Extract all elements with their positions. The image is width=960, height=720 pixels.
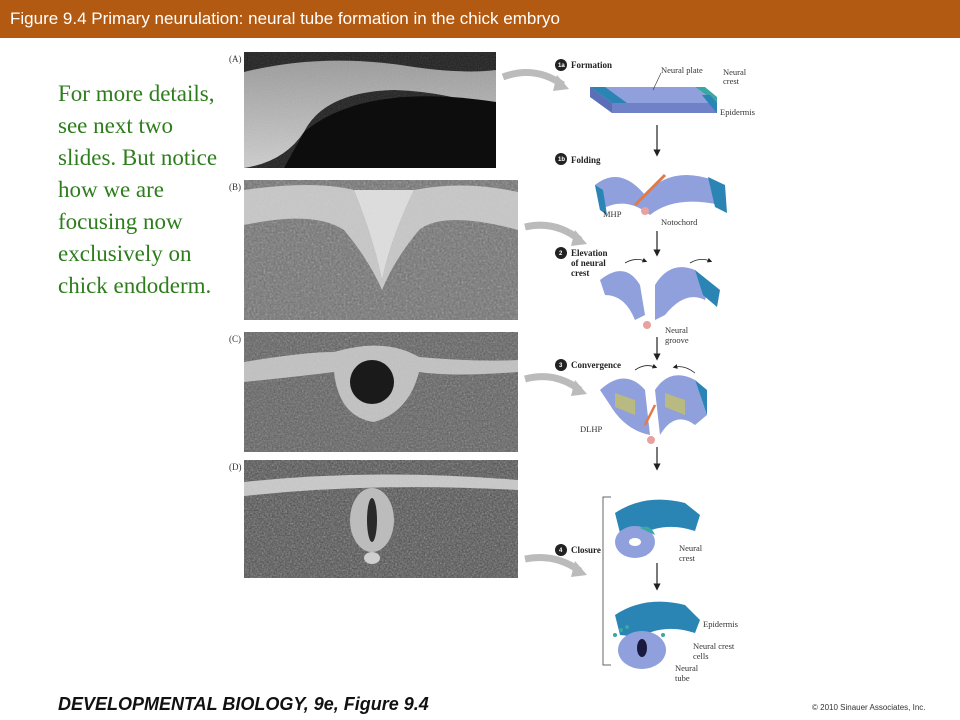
step-number: 1a [558,63,565,69]
label-neural-plate: Neural plate [661,65,703,75]
sem-image-c [244,332,518,452]
step-label: Formation [571,60,612,70]
label-neural-crest-cells-2: cells [693,651,709,661]
footer-copyright: © 2010 Sinauer Associates, Inc. [812,703,926,712]
title-bar [0,0,960,38]
panel-label-c: (C) [229,334,241,344]
closure-bracket [603,497,611,665]
label-dlhp: DLHP [580,424,603,434]
label-epidermis-2: Epidermis [703,619,738,629]
step-number: 2 [559,251,563,257]
label-neural-crest-4a: Neural [679,543,703,553]
panel-label-a: (A) [229,54,242,64]
slide-title: Figure 9.4 Primary neurulation: neural tube formation in the chick embryo [10,9,560,28]
step-label: Closure [571,545,601,555]
step-label-line3: crest [571,268,590,278]
label-neural-crest-1a: Neural [723,67,747,77]
panel-arrow-d [525,558,587,578]
panel-arrow-a [503,73,569,92]
step-3 [555,359,707,444]
step-label-line2: of neural [571,258,606,268]
label-neural-crest-4b: crest [679,553,696,563]
label-neural-tube-2: tube [675,673,690,683]
step-label-line1: Elevation [571,248,608,258]
step-2 [555,247,720,329]
panel-label-b: (B) [229,182,241,192]
step-1b [555,153,727,215]
sem-image-a [244,52,496,168]
step-label: Convergence [571,360,621,370]
step-number: 3 [559,363,563,369]
label-neural-tube-1: Neural [675,663,699,673]
panel-arrow-c [525,377,587,396]
label-neural-crest-1b: crest [723,76,740,86]
neurulation-diagram [495,45,770,695]
label-epidermis-1: Epidermis [720,107,755,117]
panel-arrow-b [525,225,587,246]
label-mhp: MHP [603,209,622,219]
step-number: 1b [558,157,566,163]
side-note: For more details, see next two slides. But notice how we are focusing now exclusively on chick endoderm. [58,81,218,298]
step-number: 4 [559,548,563,554]
panel-label-d: (D) [229,462,242,472]
step-label: Folding [571,155,601,165]
footer-book-title: DEVELOPMENTAL BIOLOGY, 9e, Figure 9.4 [58,694,429,714]
label-neural-groove-2: groove [665,335,689,345]
step-4-final [613,602,700,669]
sem-image-b [244,180,518,320]
label-notochord: Notochord [661,217,698,227]
sem-image-d [244,460,518,578]
label-neural-crest-cells-1: Neural crest [693,641,735,651]
label-neural-groove-1: Neural [665,325,689,335]
